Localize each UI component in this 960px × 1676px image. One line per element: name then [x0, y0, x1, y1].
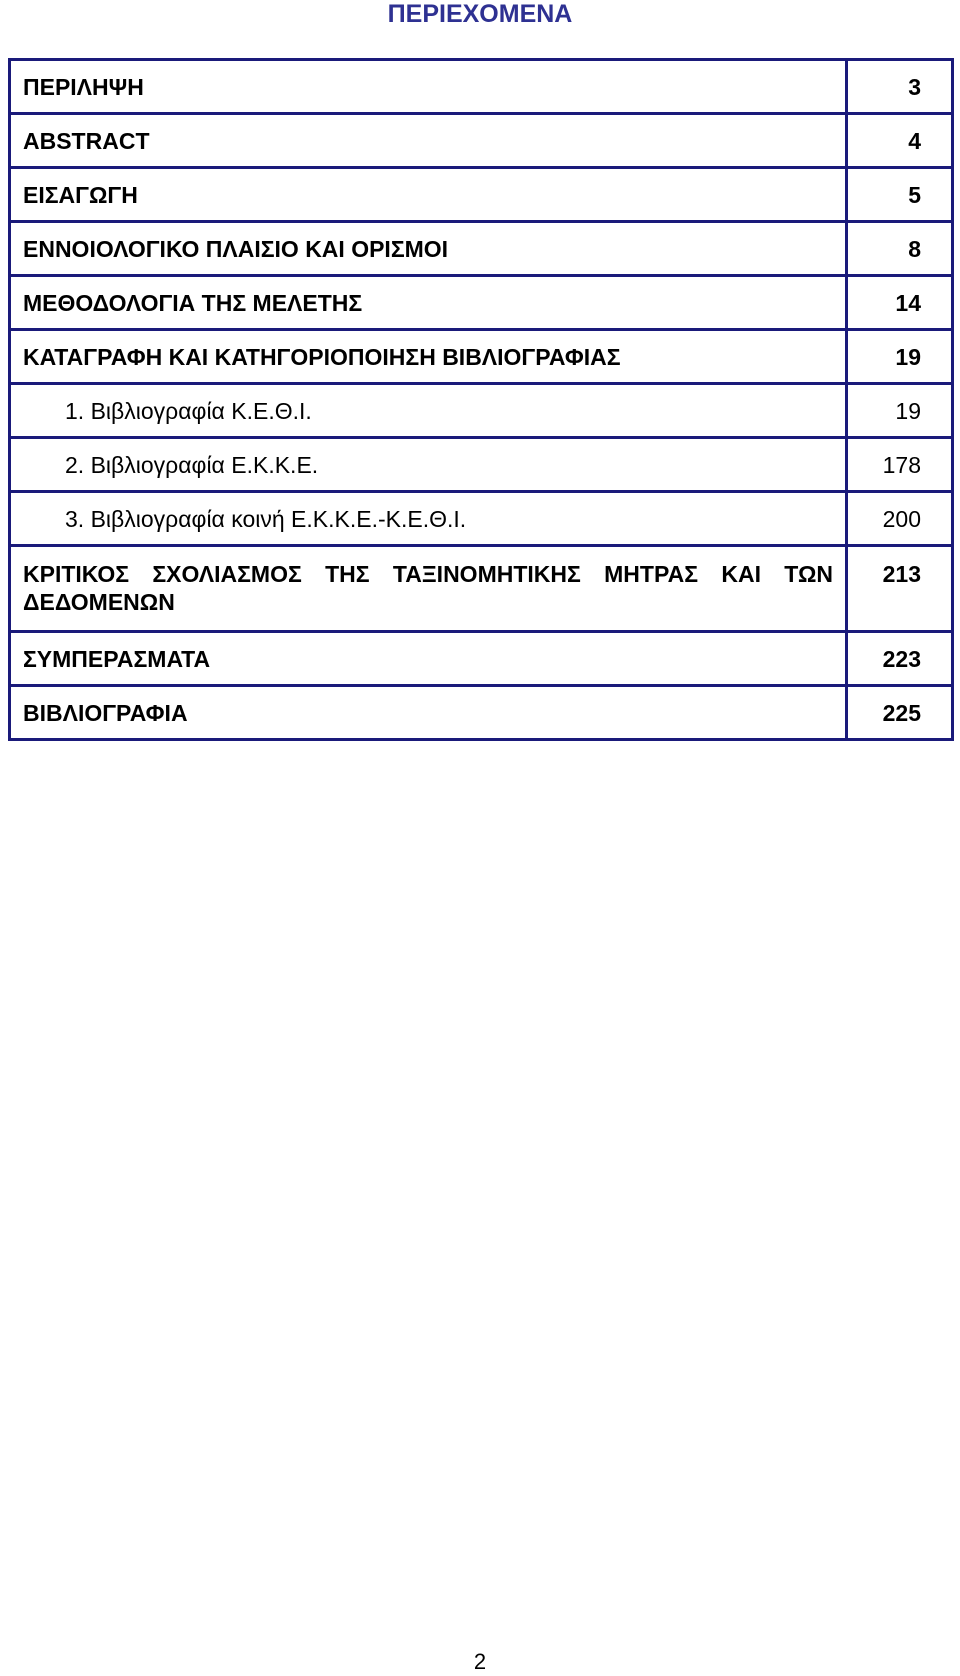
- toc-entry-title: ΒΙΒΛΙΟΓΡΑΦΙΑ: [10, 686, 847, 740]
- toc-entry-title: ΕΙΣΑΓΩΓΗ: [10, 168, 847, 222]
- toc-subentry-title: 2. Βιβλιογραφία Ε.Κ.Κ.Ε.: [10, 438, 847, 492]
- toc-subentry-title: 3. Βιβλιογραφία κοινή Ε.Κ.Κ.Ε.-Κ.Ε.Θ.Ι.: [10, 492, 847, 546]
- toc-entry-page: 223: [847, 632, 953, 686]
- toc-entry-title: ABSTRACT: [10, 114, 847, 168]
- toc-subrow[interactable]: [10, 384, 953, 438]
- toc-entry-page: 5: [847, 168, 953, 222]
- table-of-contents: [8, 58, 954, 741]
- toc-entry-page: 213: [847, 546, 953, 632]
- toc-entry-page: 19: [847, 330, 953, 384]
- toc-entry-page: 14: [847, 276, 953, 330]
- toc-entry-page: 4: [847, 114, 953, 168]
- toc-subrow[interactable]: [10, 492, 953, 546]
- toc-row[interactable]: [10, 546, 953, 632]
- toc-entry-title: ΣΥΜΠΕΡΑΣΜΑΤΑ: [10, 632, 847, 686]
- toc-entry-page: 225: [847, 686, 953, 740]
- toc-row[interactable]: [10, 168, 953, 222]
- toc-row[interactable]: [10, 114, 953, 168]
- toc-row[interactable]: [10, 276, 953, 330]
- toc-subrow[interactable]: [10, 438, 953, 492]
- toc-row[interactable]: [10, 632, 953, 686]
- toc-subentry-title: 1. Βιβλιογραφία Κ.Ε.Θ.Ι.: [10, 384, 847, 438]
- page-title: ΠΕΡΙΕΧΟΜΕΝΑ: [387, 0, 573, 28]
- toc-entry-title: ΚΡΙΤΙΚΟΣ ΣΧΟΛΙΑΣΜΟΣ ΤΗΣ ΤΑΞΙΝΟΜΗΤΙΚΗΣ ΜΗΤΡΑΣ ΚΑΙ ΤΩΝ ΔΕΔΟΜΕΝΩΝ: [10, 546, 847, 632]
- toc-subentry-page: 19: [847, 384, 953, 438]
- toc-row[interactable]: [10, 330, 953, 384]
- toc-entry-title: ΜΕΘΟΔΟΛΟΓΙΑ ΤΗΣ ΜΕΛΕΤΗΣ: [10, 276, 847, 330]
- toc-entry-page: 8: [847, 222, 953, 276]
- toc-entry-title: ΕΝΝΟΙΟΛΟΓΙΚΟ ΠΛΑΙΣΙΟ ΚΑΙ ΟΡΙΣΜΟΙ: [10, 222, 847, 276]
- toc-row[interactable]: [10, 686, 953, 740]
- toc-row[interactable]: [10, 60, 953, 114]
- toc-entry-title: ΚΑΤΑΓΡΑΦΗ ΚΑΙ ΚΑΤΗΓΟΡΙΟΠΟΙΗΣΗ ΒΙΒΛΙΟΓΡΑΦΙΑΣ: [10, 330, 847, 384]
- toc-subentry-page: 178: [847, 438, 953, 492]
- toc-entry-title: ΠΕΡΙΛΗΨΗ: [10, 60, 847, 114]
- page-number: 2: [473, 1649, 487, 1674]
- toc-row[interactable]: [10, 222, 953, 276]
- toc-entry-page: 3: [847, 60, 953, 114]
- toc-subentry-page: 200: [847, 492, 953, 546]
